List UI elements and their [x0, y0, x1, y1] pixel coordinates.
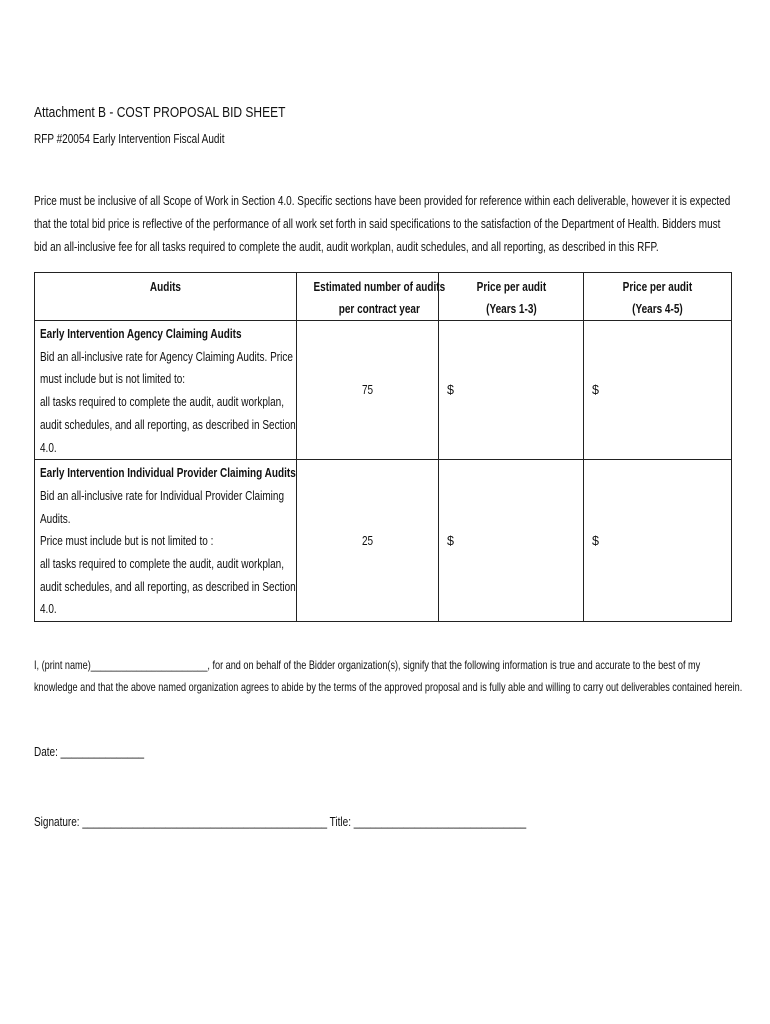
- audit-description: Early Intervention Individual Provider Claiming Audits Bid an all-inclusive rate for Individual Provider Claiming Audits. Price must include but is not limited to : all tasks required to complete the audit, audit workplan, audit schedules, and all reporting, as described in Section 4.0.: [35, 460, 297, 622]
- certification-line: knowledge and that the above named organization agrees to abide by the terms of the approved proposal and is fully able and willing to carry out deliverables contained herein.: [34, 680, 743, 694]
- price-years-1-3-input[interactable]: $: [439, 321, 584, 460]
- intro-paragraph: [34, 190, 734, 259]
- audit-title: Early Intervention Agency Claiming Audits: [40, 327, 242, 341]
- certification-statement: [34, 654, 770, 698]
- table-row: [35, 321, 732, 460]
- intro-line: Price must be inclusive of all Scope of Work in Section 4.0. Specific sections have been provided for reference within each deliverable, however it is expected: [34, 194, 731, 208]
- audit-description: Early Intervention Agency Claiming Audits Bid an all-inclusive rate for Agency Claiming Audits. Price must include but is not limited to: all tasks required to complete the audit, audit workplan, audit schedules, and all reporting, as described in Section 4.0.: [35, 321, 297, 460]
- table-row: [35, 460, 732, 622]
- table-header-row: [35, 273, 732, 321]
- page-title: Attachment B - COST PROPOSAL BID SHEET: [34, 104, 286, 121]
- cost-proposal-table: [34, 272, 732, 622]
- header-price-years-1-3: Price per audit (Years 1-3): [439, 273, 584, 321]
- price-years-4-5-input[interactable]: $: [584, 321, 732, 460]
- estimated-number-cell[interactable]: 75: [297, 321, 439, 460]
- signature-title-field[interactable]: Signature: ____________________________________________ Title: _______________________________: [34, 815, 527, 829]
- estimated-number-cell[interactable]: 25: [297, 460, 439, 622]
- price-years-1-3-input[interactable]: $: [439, 460, 584, 622]
- certification-line[interactable]: I, (print name)_______________________, for and on behalf of the Bidder organization(s), signify that the following information is true and accurate to the best of my: [34, 658, 701, 672]
- page-subtitle: RFP #20054 Early Intervention Fiscal Audit: [34, 132, 225, 146]
- price-years-4-5-input[interactable]: $: [584, 460, 732, 622]
- date-field[interactable]: Date: _______________: [34, 745, 145, 759]
- intro-line: that the total bid price is reflective of the performance of all work set forth in said specifications to the satisfaction of the Department of Health. Bidders must: [34, 217, 721, 231]
- intro-line: bid an all-inclusive fee for all tasks required to complete the audit, audit workplan, audit schedules, and all reporting, as described in this RFP.: [34, 240, 659, 254]
- header-audits: Audits: [35, 273, 297, 321]
- header-price-years-4-5: Price per audit (Years 4-5): [584, 273, 732, 321]
- header-estimated-number: Estimated number of audits per contract year: [297, 273, 439, 321]
- audit-title: Early Intervention Individual Provider Claiming Audits: [40, 466, 296, 481]
